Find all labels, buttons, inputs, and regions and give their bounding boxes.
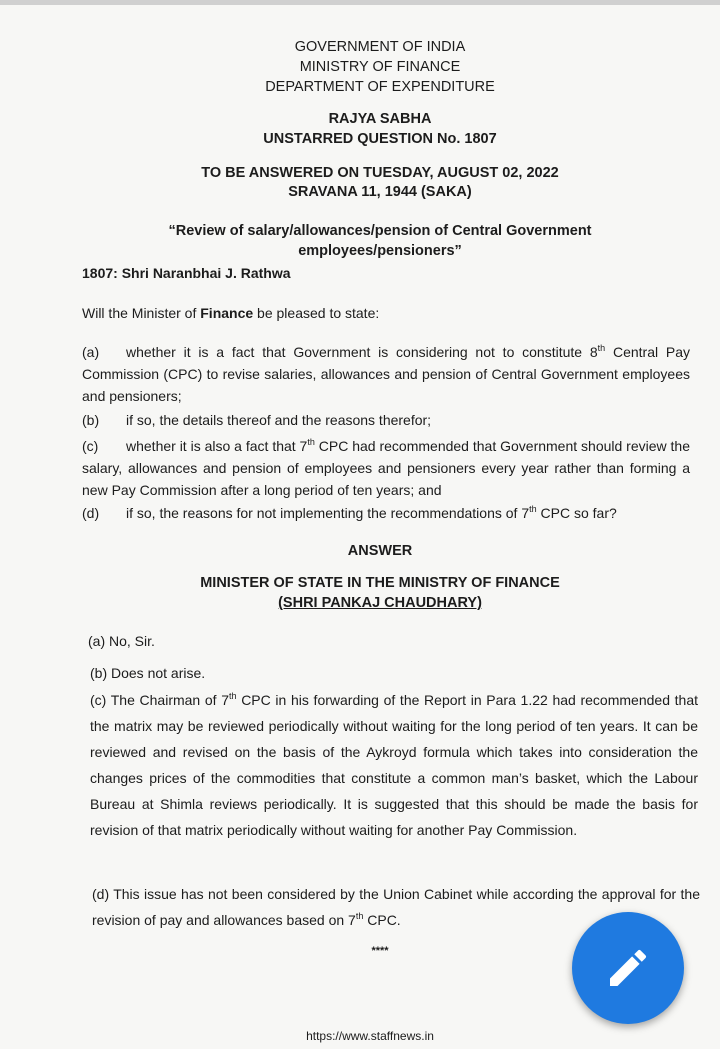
footer-url: https://www.staffnews.in — [306, 1029, 434, 1043]
minister-title: MINISTER OF STATE IN THE MINISTRY OF FINANCE — [200, 575, 560, 591]
pencil-icon — [604, 944, 652, 992]
question-b: (b) if so, the details thereof and the reasons therefor; — [82, 412, 432, 428]
house-name: RAJYA SABHA — [328, 111, 432, 127]
member-name: 1807: Shri Naranbhai J. Rathwa — [82, 265, 291, 281]
answer-date: TO BE ANSWERED ON TUESDAY, AUGUST 02, 2022 — [201, 165, 559, 181]
question-a: (a) whether it is a fact that Government is considering not to constitute 8th Central Pay Commission (CPC) to revise salaries, allowances and pension of Central Government employees and pensioners; — [82, 343, 690, 404]
document-page — [0, 5, 720, 1049]
answer-a: (a) No, Sir. — [88, 633, 155, 649]
question-c: (c) whether it is also a fact that 7th CPC had recommended that Government should review the salary, allowances and pension of employees and pensioners every year rather than forming a new Pay Commission after a long period of ten years; and — [82, 437, 690, 498]
answer-b: (b) Does not arise. — [90, 665, 206, 681]
subject-line-2: employees/pensioners” — [298, 243, 462, 259]
question-number: UNSTARRED QUESTION No. 1807 — [263, 131, 497, 147]
header-department: DEPARTMENT OF EXPENDITURE — [265, 79, 495, 95]
answer-d: (d) This issue has not been considered by the Union Cabinet while according the approval for the revision of pay and allowances based on 7th CPC. — [92, 886, 700, 928]
subject-line-1: “Review of salary/allowances/pension of Central Government — [168, 223, 592, 239]
minister-name: (SHRI PANKAJ CHAUDHARY) — [278, 595, 482, 611]
question-d: (d) if so, the reasons for not implementing the recommendations of 7th CPC so far? — [82, 504, 617, 521]
header-ministry: MINISTRY OF FINANCE — [299, 59, 461, 75]
edit-fab-button[interactable] — [572, 912, 684, 1024]
intro-line: Will the Minister of Finance be pleased to state: — [82, 305, 380, 321]
answer-c: (c) The Chairman of 7th CPC in his forwarding of the Report in Para 1.22 had recommended that the matrix may be reviewed periodically without waiting for the long period of ten years. It can be reviewed and revised on the basis of the Aykroyd formula which takes into consideration the changes prices of the commodities that constitute a common man’s basket, which the Labour Bureau at Shimla reviews periodically. It is suggested that this should be made the basis for revision of that matrix periodically without waiting for another Pay Commission. — [90, 691, 698, 838]
header-government: GOVERNMENT OF INDIA — [294, 39, 466, 55]
end-mark: **** — [371, 945, 389, 957]
saka-date: SRAVANA 11, 1944 (SAKA) — [288, 184, 472, 200]
answer-heading: ANSWER — [347, 543, 413, 559]
